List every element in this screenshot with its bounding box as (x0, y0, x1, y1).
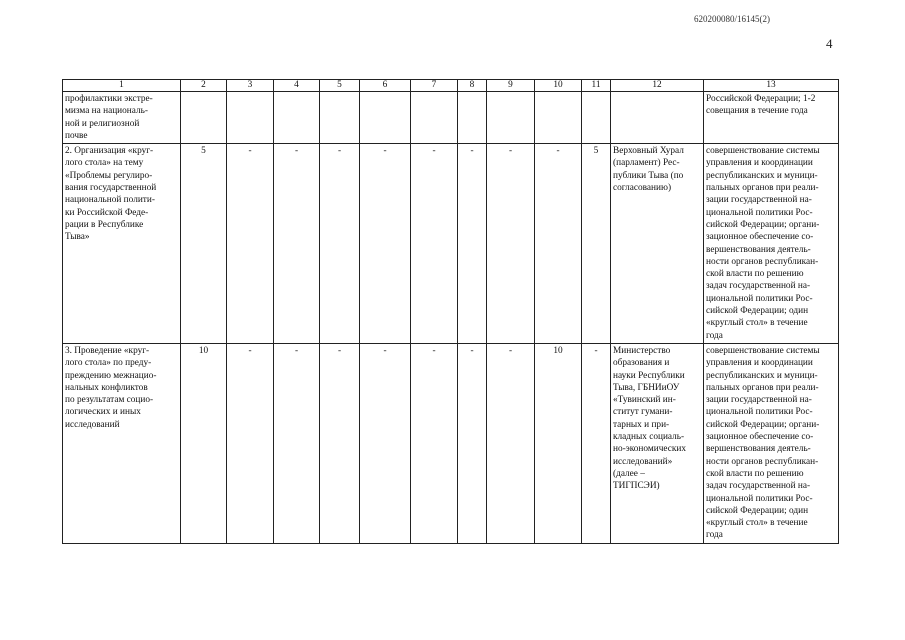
result-cell: совершенствование системы управления и координации республиканских и муници- пальных органов при реали- зации государственной на- циональной политики Рос- сийской Федерации; органи- зационное обеспечение со- вершенствования деятель- ности органов республикан- ской власти по решению задач государственной на- циональной политики Рос- сийской Федерации; один «круглый стол» в течение года (704, 144, 839, 344)
value-cell: - (487, 343, 535, 543)
column-header-7: 7 (411, 80, 458, 92)
measure-cell: 3. Проведение «круг- лого стола» по преду- преждению межнацио- нальных конфликтов по результатам социо- логических и иных исследований (63, 343, 181, 543)
column-header-13: 13 (704, 80, 839, 92)
executor-cell (611, 92, 704, 144)
table-row (63, 92, 839, 144)
value-cell: - (487, 144, 535, 344)
value-cell: - (227, 144, 274, 344)
measure-cell: 2. Организация «круг- лого стола» на тему «Проблемы регулиро- вания государственной национальной полити- ки Российской Феде- рации в Республике Тыва» (63, 144, 181, 344)
value-cell (458, 92, 487, 144)
column-header-12: 12 (611, 80, 704, 92)
column-header-2: 2 (181, 80, 227, 92)
value-cell (411, 92, 458, 144)
value-cell: - (320, 144, 360, 344)
executor-cell: Министерство образования и науки Республики Тыва, ГБНИиОУ «Тувинский ин- ститут гумани- тарных и при- кладных социаль- но-экономических исследований» (далее – ТИГПСЭИ) (611, 343, 704, 543)
plan-table (62, 79, 839, 544)
value-cell: 10 (181, 343, 227, 543)
column-header-5: 5 (320, 80, 360, 92)
value-cell (227, 92, 274, 144)
value-cell: - (360, 343, 411, 543)
column-header-6: 6 (360, 80, 411, 92)
value-cell: - (320, 343, 360, 543)
column-header-3: 3 (227, 80, 274, 92)
value-cell (274, 92, 320, 144)
page-number: 4 (826, 36, 833, 51)
value-cell: - (411, 144, 458, 344)
value-cell: - (274, 343, 320, 543)
table-row (63, 343, 839, 543)
value-cell: - (227, 343, 274, 543)
header-row (63, 80, 839, 92)
executor-cell: Верховный Хурал (парламент) Рес- публики Тыва (по согласованию) (611, 144, 704, 344)
value-cell: - (458, 343, 487, 543)
value-cell: 10 (535, 343, 582, 543)
value-cell: - (535, 144, 582, 344)
column-header-10: 10 (535, 80, 582, 92)
value-cell: - (360, 144, 411, 344)
value-cell (320, 92, 360, 144)
result-cell: совершенствование системы управления и координации республиканских и муници- пальных органов при реали- зации государственной на- циональной политики Рос- сийской Федерации; органи- зационное обеспечение со- вершенствования деятель- ности органов республикан- ской власти по решению задач государственной на- циональной политики Рос- сийской Федерации; один «круглый стол» в течение года (704, 343, 839, 543)
value-cell (181, 92, 227, 144)
column-header-4: 4 (274, 80, 320, 92)
table-row (63, 144, 839, 344)
column-header-8: 8 (458, 80, 487, 92)
value-cell (360, 92, 411, 144)
value-cell (535, 92, 582, 144)
result-cell: Российской Федерации; 1-2 совещания в течение года (704, 92, 839, 144)
value-cell (582, 92, 611, 144)
value-cell: 5 (582, 144, 611, 344)
column-header-9: 9 (487, 80, 535, 92)
column-header-11: 11 (582, 80, 611, 92)
value-cell (487, 92, 535, 144)
value-cell: - (582, 343, 611, 543)
value-cell: - (458, 144, 487, 344)
document-id: 620200080/16145(2) (694, 14, 770, 24)
value-cell: 5 (181, 144, 227, 344)
value-cell: - (274, 144, 320, 344)
column-header-1: 1 (63, 80, 181, 92)
measure-cell: профилактики экстре- мизма на националь- ной и религиозной почве (63, 92, 181, 144)
value-cell: - (411, 343, 458, 543)
